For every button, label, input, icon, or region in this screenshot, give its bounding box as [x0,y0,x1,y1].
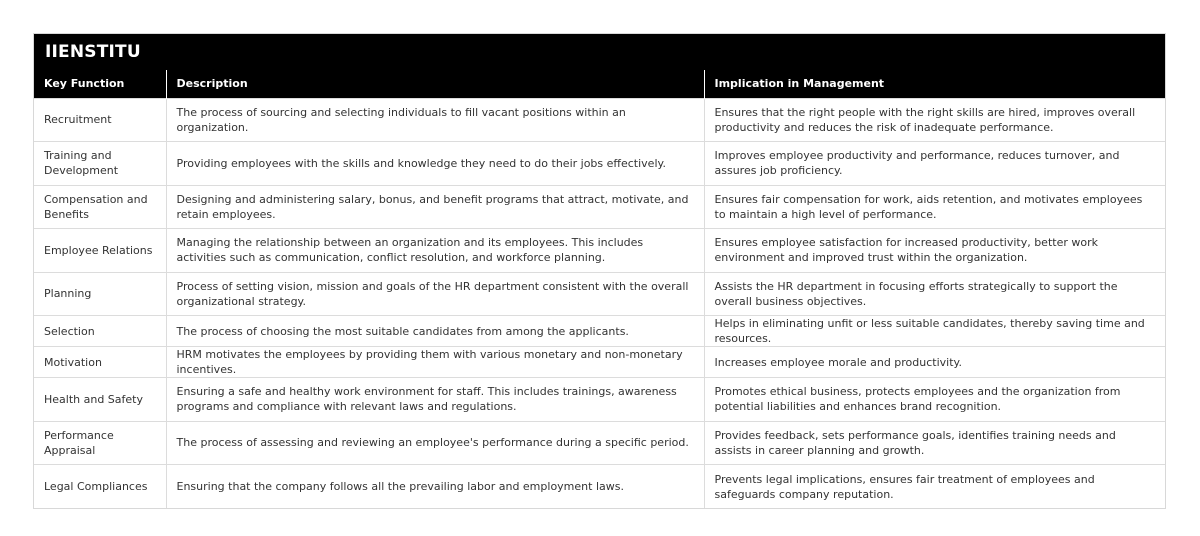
cell-implication: Prevents legal implications, ensures fair treatment of employees and safeguards company reputation. [704,465,1165,509]
table-row [34,316,1165,347]
cell-description: Ensuring that the company follows all the prevailing labor and employment laws. [166,465,704,509]
cell-description: HRM motivates the employees by providing them with various monetary and non-monetary incentives. [166,347,704,378]
hr-functions-table-card [33,33,1166,509]
table-header-row [34,70,1165,98]
cell-description: The process of sourcing and selecting individuals to fill vacant positions within an organization. [166,98,704,142]
cell-implication: Provides feedback, sets performance goals, identifies training needs and assists in career planning and growth. [704,421,1165,465]
cell-implication: Increases employee morale and productivity. [704,347,1165,378]
cell-key-function: Employee Relations [34,229,166,273]
hr-functions-table [34,70,1165,508]
cell-key-function: Planning [34,272,166,316]
cell-key-function: Training and Development [34,142,166,186]
table-row [34,272,1165,316]
cell-key-function: Legal Compliances [34,465,166,509]
cell-key-function: Compensation and Benefits [34,185,166,229]
cell-implication: Ensures fair compensation for work, aids retention, and motivates employees to maintain a high level of performance. [704,185,1165,229]
cell-key-function: Performance Appraisal [34,421,166,465]
cell-implication: Ensures that the right people with the right skills are hired, improves overall productivity and reduces the risk of inadequate performance. [704,98,1165,142]
table-row [34,378,1165,422]
cell-key-function: Health and Safety [34,378,166,422]
column-header-implication: Implication in Management [704,70,1165,98]
cell-key-function: Selection [34,316,166,347]
column-header-key-function: Key Function [34,70,166,98]
table-row [34,421,1165,465]
table-row [34,142,1165,186]
cell-key-function: Motivation [34,347,166,378]
cell-key-function: Recruitment [34,98,166,142]
cell-implication: Promotes ethical business, protects employees and the organization from potential liabilities and enhances brand recognition. [704,378,1165,422]
cell-implication: Assists the HR department in focusing efforts strategically to support the overall business objectives. [704,272,1165,316]
cell-description: Process of setting vision, mission and goals of the HR department consistent with the overall organizational strategy. [166,272,704,316]
cell-description: Providing employees with the skills and knowledge they need to do their jobs effectively. [166,142,704,186]
table-row [34,98,1165,142]
column-header-description: Description [166,70,704,98]
brand-title: IIENSTITU [34,34,1165,70]
table-row [34,347,1165,378]
table-row [34,185,1165,229]
cell-description: Ensuring a safe and healthy work environment for staff. This includes trainings, awareness programs and compliance with relevant laws and regulations. [166,378,704,422]
table-row [34,229,1165,273]
cell-implication: Helps in eliminating unfit or less suitable candidates, thereby saving time and resources. [704,316,1165,347]
table-row [34,465,1165,509]
cell-description: The process of choosing the most suitable candidates from among the applicants. [166,316,704,347]
cell-description: Designing and administering salary, bonus, and benefit programs that attract, motivate, and retain employees. [166,185,704,229]
cell-description: The process of assessing and reviewing an employee's performance during a specific period. [166,421,704,465]
cell-implication: Ensures employee satisfaction for increased productivity, better work environment and improved trust within the organization. [704,229,1165,273]
cell-description: Managing the relationship between an organization and its employees. This includes activities such as communication, conflict resolution, and workforce planning. [166,229,704,273]
cell-implication: Improves employee productivity and performance, reduces turnover, and assures job proficiency. [704,142,1165,186]
